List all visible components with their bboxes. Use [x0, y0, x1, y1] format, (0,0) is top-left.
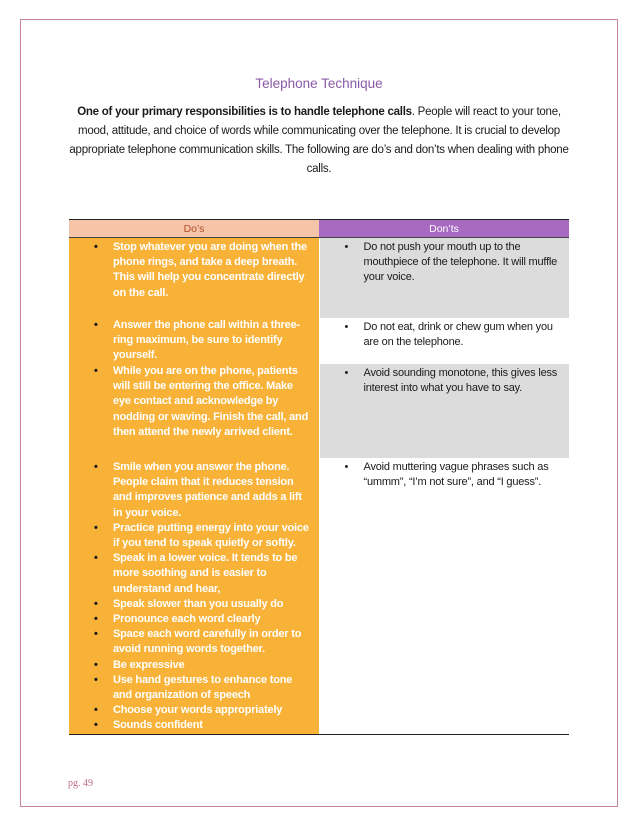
bullet-icon: •: [344, 241, 349, 253]
bullet-icon: •: [94, 365, 98, 377]
donts-cell: [319, 364, 569, 458]
donts-cell: [319, 458, 569, 734]
dos-cell: [69, 458, 319, 734]
bullet-icon: •: [94, 613, 98, 626]
list-item: • Avoid muttering vague phrases such as “ummm”, “I’m not sure”, and “I guess”.: [344, 461, 549, 489]
list-item: • Smile when you answer the phone. People claim that it reduces tension and improves patience and adds a lift in your voice.: [94, 461, 302, 519]
intro-rest: . People will react to your tone, mood, attitude, and choice of words while communicating over the telephone. It is crucial to develop appropriate telephone communication skills. The following are do’s and don’ts when dealing with phone calls.: [69, 106, 569, 175]
bullet-icon: •: [94, 597, 98, 610]
bullet-icon: •: [94, 719, 98, 732]
bullet-icon: •: [344, 321, 349, 333]
dos-cell: [69, 318, 319, 364]
donts-cell: [319, 318, 569, 364]
list-item: • Space each word carefully in order to avoid running words together.: [94, 628, 302, 656]
bullet-icon: •: [94, 658, 98, 671]
page-title: Telephone Technique: [255, 76, 383, 91]
bullet-icon: •: [94, 461, 98, 473]
table-row: [69, 238, 569, 319]
list-item: • Do not eat, drink or chew gum when you are on the telephone.: [344, 321, 553, 349]
donts-list: [320, 320, 570, 350]
dos-list: [69, 240, 319, 301]
donts-list: [320, 240, 570, 286]
list-item: • Speak in a lower voice. It tends to be more soothing and is easier to understand and hear,: [94, 552, 298, 595]
table-row: [69, 458, 569, 734]
donts-list: [320, 366, 570, 396]
bullet-icon: •: [94, 319, 98, 331]
dos-cell: [69, 238, 319, 319]
dos-cell: [69, 364, 319, 458]
dos-donts-table: [69, 219, 569, 735]
donts-list: [320, 460, 570, 490]
page-number: pg. 49: [68, 778, 93, 789]
table-row: [69, 318, 569, 364]
list-item: • Choose your words appropriately: [69, 703, 319, 718]
bullet-icon: •: [344, 367, 349, 379]
table-row: [69, 364, 569, 458]
dos-list: [69, 364, 319, 440]
bullet-icon: •: [94, 552, 98, 565]
dos-list: [69, 318, 319, 364]
bullet-icon: •: [94, 673, 98, 686]
intro-paragraph: [64, 103, 574, 179]
bullet-icon: •: [94, 241, 98, 253]
list-item: • Be expressive: [69, 658, 319, 673]
dos-header: Do’s: [69, 220, 319, 238]
intro-bold-lead: One of your primary responsibilities is to handle telephone calls: [77, 106, 412, 118]
list-item: • Speak slower than you usually do: [69, 597, 319, 612]
donts-header: Don’ts: [319, 220, 569, 238]
list-item: • Answer the phone call within a three-ring maximum, be sure to identify yourself.: [94, 319, 300, 362]
table-header-row: [69, 220, 569, 238]
bullet-icon: •: [344, 461, 349, 473]
bullet-icon: •: [94, 628, 98, 641]
bullet-icon: •: [94, 704, 98, 717]
list-item: • Sounds confident: [69, 718, 319, 733]
list-item: • Use hand gestures to enhance tone and organization of speech: [94, 673, 293, 702]
list-item: • Stop whatever you are doing when the phone rings, and take a deep breath. This will help you concentrate directly on the call.: [94, 241, 307, 299]
dos-list: [69, 460, 319, 734]
list-item: • While you are on the phone, patients will still be entering the office. Make eye contact and acknowledge by nodding or waving. Finish the call, and then attend the newly arrived client.: [94, 365, 309, 438]
list-item: • Pronounce each word clearly: [69, 612, 319, 627]
list-item: • Practice putting energy into your voice if you tend to speak quietly or softly.: [94, 521, 309, 550]
bullet-icon: •: [94, 521, 98, 534]
list-item: • Avoid sounding monotone, this gives less interest into what you have to say.: [344, 367, 558, 395]
list-item: • Do not push your mouth up to the mouthpiece of the telephone. It will muffle your voice.: [344, 241, 558, 284]
donts-cell: [319, 238, 569, 319]
